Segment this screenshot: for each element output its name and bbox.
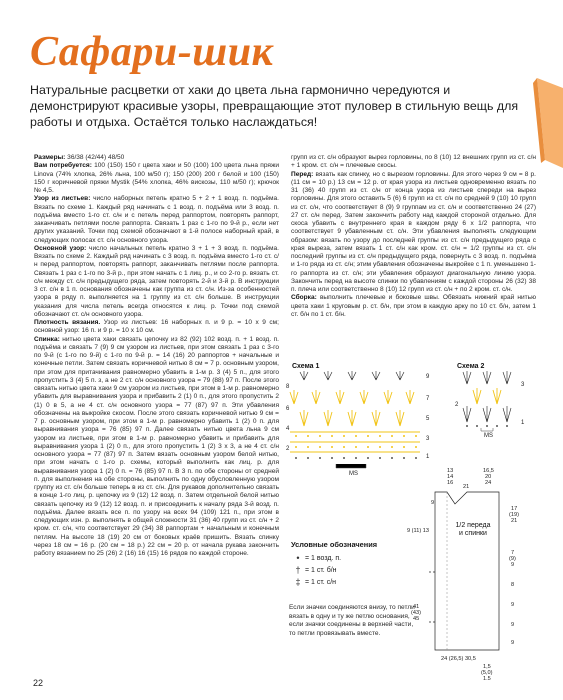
garment-pattern xyxy=(407,462,563,680)
dim-top-14: 14 xyxy=(447,474,454,480)
back-paragraph: Спинка: нитью цвета хаки связать цепочку из 82 (92) 102 возд. п. + 1 возд. п. подъёма и связать 7 (9) 9 см узором из листьев, при этом связать 1 раз с 3-го по 9-й (с 1-го по 9-й) с 1-го по 9-й р. = 14 (16) 20 раппортов + начальные и конечные петли. Затем связать коричневой нитью 8 см = 7 р. основным узором, при этом для притачивания равномерно убавить в 1-м р. 3 (4) 5 п., для этого пропустить 3 (4) 5 п. з, а не 2 ст. с/н основного узора = 79 (88) 97 п. После этого связать нитью цвета хаки 9 см узором из листьев, при этом в 1-м р. равномерно убавить для выравнивания узора и прибавить 2 (1) 0 п., для этого пропустить 2 (1) 0 в 5, а не 4 ст. с/н основного узора = 77 (87) 97 п. Эти убавления обозначены на выкройке скосом. После этого связать коричневой нитью 9 см = 7 р. основным узором, при этом в 1-м р. равномерно убавить 1 (2) 0 п. для выравнивания узора = 76 (85) 97 п. Далее связать нитью цвета льна 9 см узором из листьев, при этом в 1-м р. равномерно убавить и прибавить для выравнивания узора 1 (2) 0 п., для этого пропустить 1 (2) 3 х 3, а не 4 ст. с/н основного узора = 77 (87) 97 п. Затем вязать основным узором белой нитью, при этом начать с 1-го р. схемы, который выполнить как лиц. р. для выравнивания узора 1 (2) 0 п. = 76 (85) 97 п. В 3 п. по обе стороны от средней п. для выполнения на обе стороны, выполнить по одну обусловленную узором группу из ст. с/н больше теперь в из ст. с/н. Для рукавов дополнительно связать в конце 1-го лиц. р. цепочку из 9 (12) 12 возд. п. Затем отдельной белой нитью связать цепочку из 9 (12) 12 возд. п. и присоединить к началу ряда 3-й возд. п. подъёма. Далее вязать все п. по узору на всех 94 (109) 121 п., при этом в следующих изн. р. выполнять в общей сложности 31 (36) 40 групп из ст. с/н + 2 кром. ст. с/н, что соответствует 29 (34) 38 раппортам + начальным и конечным петлям. На высоте 18 (19) 20 см от боковых краёв пришить. Вязать спинку через 18 см = 16 р. (20 см = 18 р.) 22 см = 20 р. от начала рукава закончить работу вязанием по 25 (26) 2 (16) 16 (15) 16 рядов по каждой стороне. xyxy=(34,335,279,557)
legend-title: Условные обозначения xyxy=(291,540,378,549)
s1-row-5: 5 xyxy=(426,416,430,422)
dim-top-20: 20 xyxy=(485,474,492,480)
dim-right-21: 21 xyxy=(511,518,518,524)
dim-left-9-11-13: 9 (11) 13 xyxy=(407,528,429,534)
dim-bottom: 24 (26,5) 30,5 xyxy=(441,656,476,662)
dim-right-9b: 9 xyxy=(511,562,515,568)
legend-row-dc: ‡ = 1 ст. с/н xyxy=(291,577,336,587)
page-title: Сафари-шик xyxy=(30,29,274,75)
s2-row-2: 2 xyxy=(455,402,459,408)
dim-left-45: 45 xyxy=(413,616,420,622)
yellow-dots-rows xyxy=(295,435,417,448)
dim-left-43: (43) xyxy=(411,610,421,616)
assembly-paragraph: Сборка: выполнить плечевые и боковые швы. Обвязать нижний край нитью цвета хаки 1 круговым р. ст. б/н, при этом в каждую арку по 10 ст. б/н, затем 1 ст. б/н по 1 ст. б/н. xyxy=(291,294,536,318)
dim-right-7: 7 xyxy=(511,550,515,556)
leaf-pattern-paragraph: Узор из листьев: число наборных петель кратно 5 + 2 + 1 возд. п. подъёма. Вязать по схеме 1. Каждый ряд начинать с 1 возд. п. подъёма или 3 возд. п. подъёма вместо 1-го ст. с/н и с петель перед раппортом, повторять раппорт, заканчивать петлями после раппорта. Связать 1 раз с 1-го по 9-й р., если нет других указаний. Точки под схемой обозначают в 1-й полосе наборный край, в следующих полосах ст. с/н основного узора. xyxy=(34,195,279,244)
dim-top-165: 16,5 xyxy=(483,468,494,474)
s1-row-9: 9 xyxy=(426,374,430,380)
s1-row-3: 3 xyxy=(426,436,430,442)
sizes-paragraph: Размеры: 36/38 (42/44) 48/50 xyxy=(34,154,125,161)
materials-paragraph: Вам потребуется: 100 (150) 150 г цвета хаки и 50 (100) 100 цвета льна пряжи Linova (74% хлопка, 26% льна, 100 м/50 г); 150 (200) 200 г белой и 100 (150) 150 г коричневой пряжи Mystik (54% хлопка, 46% вискозы, 110 м/50 г); крючок № 4,5. xyxy=(34,162,279,194)
s1-row-2: 2 xyxy=(286,446,290,452)
dim-bottom-15b: 1,5 xyxy=(483,676,491,680)
dim-top-13: 13 xyxy=(447,468,454,474)
scheme-1-ms: MS xyxy=(349,471,358,477)
repeat-bracket xyxy=(336,464,366,468)
decorative-ribbon xyxy=(533,78,563,168)
double-crochet-icon: ‡ xyxy=(295,577,301,587)
intro-text: Натуральные расцветки от хаки до цвета льна гармонично чередуются и демонстрируют красивые узоры, превращающие этот пуловер в стильную вещь для работы и отдыха. Остаётся только наслаждаться! xyxy=(30,83,519,130)
s1-row-4: 4 xyxy=(286,426,290,432)
legend-row-sc: † = 1 ст. б/н xyxy=(291,565,337,575)
scheme-2-chart xyxy=(455,370,535,438)
dim-right-19: (19) xyxy=(509,512,519,518)
pattern-piece-label: 1/2 переда и спинки xyxy=(455,522,491,537)
page-number: 22 xyxy=(33,678,44,688)
legend-row-chain: • = 1 возд. п. xyxy=(291,553,341,563)
dim-left-9: 9 xyxy=(431,500,435,506)
yellow-fan-rows xyxy=(290,390,420,452)
s1-row-6: 6 xyxy=(286,406,290,412)
legend-note: Если значки соединяются внизу, то петли вязать в одну и ту же петлю основания, если значки соединены в верхней части, то петли провязывать вместе. xyxy=(289,604,415,637)
s2-row-1: 1 xyxy=(521,420,525,426)
dim-bottom-15a: 1,5 xyxy=(483,664,491,670)
density-paragraph: Плотность вязания. Узор из листьев: 16 наборных п. и 9 р. = 10 х 9 см; основной узор: 16 п. и 9 р. = 10 х 10 см. xyxy=(34,319,279,335)
single-crochet-icon: † xyxy=(295,565,301,575)
dim-top-24: 24 xyxy=(485,480,492,486)
scheme-2-ms: MS xyxy=(484,433,493,438)
dim-right-9e: 9 xyxy=(511,640,515,646)
s1-row-7: 7 xyxy=(426,396,430,402)
dim-right-9d: 9 xyxy=(511,622,515,628)
front-paragraph: Перед: вязать как спинку, но с вырезом горловины. Для этого через 9 см = 8 р. (11 см = 10 р.) 13 см = 12 р. от края узора из листьев одновременно вязать по 31 (36) 40 групп из ст. с/н от конца узора из листьев спереди на вырез горловины. Для этого оставить 5 (6) 6 групп из ст. с/н по средней 9 (10) 10 групп из ст. с/н, что соответствует 8 (9) 9 группам из ст. с/н и соответственно 24 (27) 27 ст. с/н перед. Затем закончить работу над каждой стороной отдельно. Для скоса убавить с внутреннего края в каждом ряду 6 х 1/2 раппорта, что соответствует 9 убавленным ст. с/н. Эти убавления выполнять следующим образом: вязать по узору до последней группы из ст. с/н предыдущего ряда с края выреза, затем вязать 1 ст. с/н как кром. ст. с/н = 1/2 группы из ст. с/н последний группы из ст. с/н предыдущего ряда, повернуть с 3 возд. п. подъёма и 1-го ряда из ст. с/н; этим убавления обозначены выкройке с 1 п. уменьшено 1-го раппорта из ст. с/н; эти убавления образуют диагональную линию узора. Закончить перед на высоте спинки по убавлениям с каждой стороны 26 (32) 38 п. плеча или соответственно 8 (10) 12 групп из ст. с/н + по 2 кром. ст. с/н. xyxy=(291,170,536,293)
dim-bottom-50: (5,0) xyxy=(481,670,493,676)
continued-paragraph: групп из ст. с/н образуют вырез горловины, по 8 (10) 12 внешних групп из ст. с/н + 1 кром. ст. с/н = плечевые скосы. xyxy=(291,154,536,170)
dim-right-9c: 9 xyxy=(511,602,515,608)
black-dots-bottom xyxy=(295,457,417,459)
chain-stitch-icon: • xyxy=(296,553,300,563)
instructions-column-2 xyxy=(291,154,536,319)
s1-row-8: 8 xyxy=(286,384,290,390)
s2-row-3: 3 xyxy=(521,382,525,388)
dim-top-21: 21 xyxy=(463,484,470,490)
black-fan-row-top xyxy=(300,371,404,380)
dim-top-16: 16 xyxy=(447,480,454,486)
pattern-outline xyxy=(435,492,499,650)
scheme-1-title: Схема 1 xyxy=(292,363,320,370)
s1-row-1: 1 xyxy=(426,454,430,460)
dim-right-8: 8 xyxy=(511,582,515,588)
main-pattern-paragraph: Основной узор: число начальных петель кратно 3 + 1 + 3 возд. п. подъёма. Вязать по схеме 2. Каждый ряд начинать с 3 возд. п. подъёма вместо 1-го ст. с/н перед раппортом, повторять раппорт, заканчивать петлями после раппорта. Связать 1 раз с 1-го по 3-й р., при этом начать с 1 лиц. р., и со 2-го р. вязать ст. с/н между ст. с/н предыдущего ряда, затем повторять 2-й и 3-й р. В инструкции 3 ст. с/н в 1 п. основания обозначены как группа из ст. с/н. Из-за особенностей узора в ряду п. выполняется на 1 группу из ст. с/н больше. В инструкции указания для числа петель всегда относятся к лиц. р. Точки под схемой обозначают ст. с/н основного узора. xyxy=(34,244,279,318)
instructions-column-1 xyxy=(34,154,279,558)
scheme-2-title: Схема 2 xyxy=(457,363,485,370)
dim-left-41: 41 xyxy=(413,604,420,610)
dim-right-9a: (9) xyxy=(509,556,516,562)
dim-right-17: 17 xyxy=(511,506,518,512)
